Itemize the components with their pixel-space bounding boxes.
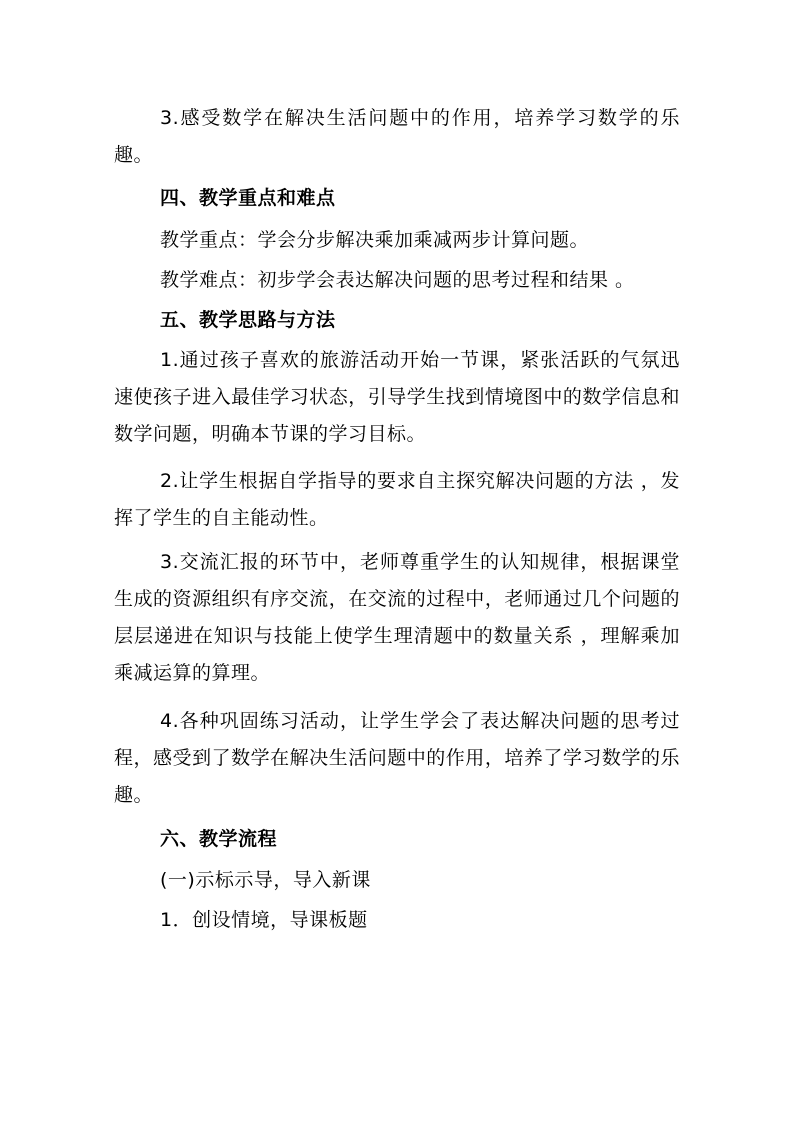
paragraph-method-3: 3.交流汇报的环节中，老师尊重学生的认知规律，根据课堂生成的资源组织有序交流，在交流的过程中，老师通过几个问题的层层递进在知识与技能上使学生理清题中的数量关系 ，理解乘加乘减运算的算理。 <box>114 551 680 684</box>
section-heading-4: 四、教学重点和难点 <box>160 187 336 209</box>
paragraph-method-1: 1.通过孩子喜欢的旅游活动开始一节课，紧张活跃的气氛迅速使孩子进入最佳学习状态，引导学生找到情境图中的数学信息和数学问题，明确本节课的学习目标。 <box>114 349 680 445</box>
paragraph-key-point: 教学重点：学会分步解决乘加乘减两步计算问题。 <box>160 229 590 251</box>
paragraph-goal-3: 3.感受数学在解决生活问题中的作用，培养学习数学的乐趣。 <box>114 107 680 166</box>
section-heading-5: 五、教学思路与方法 <box>160 309 336 331</box>
subsection-heading-1: (一)示标示导，导入新课 <box>160 869 371 891</box>
paragraph-method-2: 2.让学生根据自学指导的要求自主探究解决问题的方法 ，发挥了学生的自主能动性。 <box>114 470 680 529</box>
paragraph-method-4: 4.各种巩固练习活动，让学生学会了表达解决问题的思考过程，感受到了数学在解决生活问题中的作用，培养了学习数学的乐趣。 <box>114 710 680 806</box>
subsection-item-1: 1．创设情境，导课板题 <box>160 909 368 931</box>
section-heading-6: 六、教学流程 <box>160 828 278 850</box>
paragraph-difficulty: 教学难点：初步学会表达解决问题的思考过程和结果 。 <box>160 269 635 291</box>
